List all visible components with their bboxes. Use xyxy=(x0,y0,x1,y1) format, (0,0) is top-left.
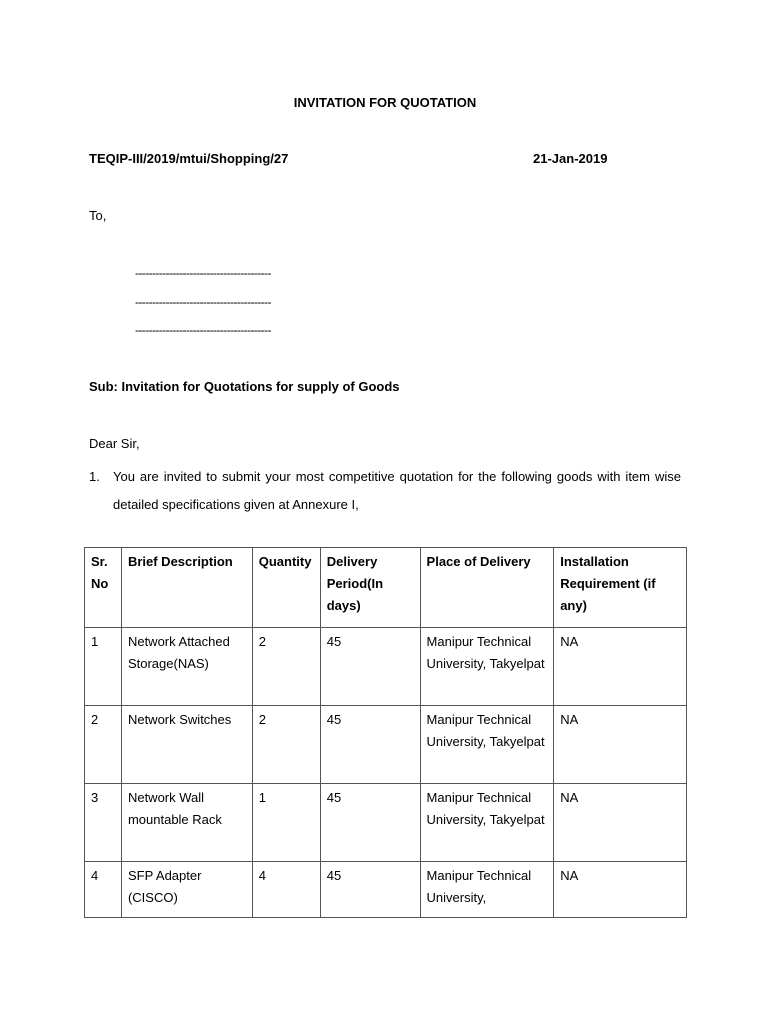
cell-delivery-period: 45 xyxy=(320,862,420,918)
address-line: ---------------------------------------- xyxy=(135,266,271,280)
subject-line: Sub: Invitation for Quotations for supply of Goods xyxy=(89,379,400,394)
header-sr-no: Sr. No xyxy=(85,548,122,628)
cell-sr-no: 3 xyxy=(85,784,122,862)
header-delivery-period: Delivery Period(In days) xyxy=(320,548,420,628)
address-line: ---------------------------------------- xyxy=(135,295,271,309)
cell-installation: NA xyxy=(554,706,687,784)
cell-quantity: 2 xyxy=(252,628,320,706)
cell-delivery-period: 45 xyxy=(320,628,420,706)
header-quantity: Quantity xyxy=(252,548,320,628)
cell-place-of-delivery: Manipur Technical University, xyxy=(420,862,554,918)
document-title: INVITATION FOR QUOTATION xyxy=(293,95,477,110)
table-row xyxy=(85,628,687,706)
table-row xyxy=(85,706,687,784)
cell-installation: NA xyxy=(554,628,687,706)
recipient-label: To, xyxy=(89,208,107,223)
cell-description: Network Wall mountable Rack xyxy=(121,784,252,862)
document-date: 21-Jan-2019 xyxy=(533,151,608,166)
cell-description: Network Attached Storage(NAS) xyxy=(121,628,252,706)
cell-delivery-period: 45 xyxy=(320,784,420,862)
cell-delivery-period: 45 xyxy=(320,706,420,784)
cell-description: Network Switches xyxy=(121,706,252,784)
cell-installation: NA xyxy=(554,862,687,918)
header-place-of-delivery: Place of Delivery xyxy=(420,548,554,628)
cell-quantity: 2 xyxy=(252,706,320,784)
cell-sr-no: 2 xyxy=(85,706,122,784)
cell-quantity: 1 xyxy=(252,784,320,862)
cell-sr-no: 4 xyxy=(85,862,122,918)
cell-quantity: 4 xyxy=(252,862,320,918)
header-installation: Installation Requirement (if any) xyxy=(554,548,687,628)
header-description: Brief Description xyxy=(121,548,252,628)
paragraph-text: You are invited to submit your most competitive quotation for the following goods with item wise detailed specifications given at Annexure I, xyxy=(113,469,681,512)
cell-place-of-delivery: Manipur Technical University, Takyelpat xyxy=(420,784,554,862)
salutation: Dear Sir, xyxy=(89,436,140,451)
cell-installation: NA xyxy=(554,784,687,862)
paragraph-number: 1. xyxy=(89,469,100,484)
address-line: ---------------------------------------- xyxy=(135,323,271,337)
table-header-row xyxy=(85,548,687,628)
cell-description: SFP Adapter (CISCO) xyxy=(121,862,252,918)
reference-number: TEQIP-III/2019/mtui/Shopping/27 xyxy=(89,151,289,166)
cell-sr-no: 1 xyxy=(85,628,122,706)
cell-place-of-delivery: Manipur Technical University, Takyelpat xyxy=(420,628,554,706)
table-row xyxy=(85,784,687,862)
table-row xyxy=(85,862,687,918)
cell-place-of-delivery: Manipur Technical University, Takyelpat xyxy=(420,706,554,784)
goods-table xyxy=(84,547,687,918)
paragraph-1 xyxy=(89,463,681,519)
